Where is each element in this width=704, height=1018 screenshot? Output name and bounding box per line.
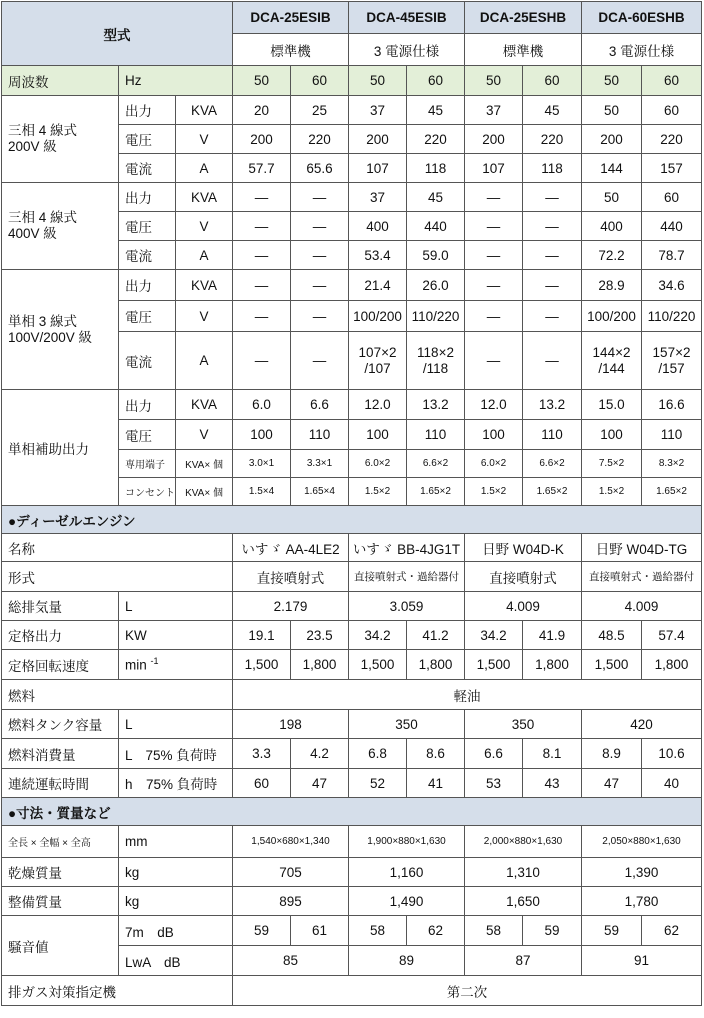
value-cell: 60 <box>233 769 291 798</box>
value-cell: 1,390 <box>582 858 702 887</box>
value-cell: 53.4 <box>349 241 407 270</box>
value-cell: 52 <box>349 769 407 798</box>
group-label-line: 三相 4 線式 <box>8 210 78 225</box>
group-label <box>2 183 119 270</box>
value-cell: 50 <box>582 96 642 125</box>
value-cell: 350 <box>349 710 465 739</box>
value-cell: 118 <box>523 154 582 183</box>
row-label: 電圧 <box>119 301 176 332</box>
row-label: 排ガス対策指定機 <box>2 976 233 1006</box>
value-cell: 34.2 <box>349 621 407 650</box>
value-cell: 1.65×2 <box>523 478 582 506</box>
row-unit: KVA <box>176 96 233 125</box>
row-unit: L <box>119 592 233 621</box>
value-line: — <box>254 352 269 368</box>
value-cell: 1,650 <box>465 887 582 916</box>
value-cell: 350 <box>465 710 582 739</box>
row-unit: KW <box>119 621 233 650</box>
unit-superscript: -1 <box>150 656 159 667</box>
model-type: 標準機 <box>465 34 582 66</box>
value-cell <box>642 332 702 390</box>
value-cell: 34.6 <box>642 270 702 301</box>
spec-table <box>1 1 702 1006</box>
row-unit: KVA <box>176 183 233 212</box>
value-cell: 198 <box>233 710 349 739</box>
row-label: 出力 <box>119 183 176 212</box>
value-cell: 1.65×2 <box>407 478 465 506</box>
value-cell: 8.3×2 <box>642 450 702 478</box>
value-cell: 400 <box>349 212 407 241</box>
value-cell: 4.2 <box>291 739 349 769</box>
row-unit <box>119 650 233 680</box>
value-cell: 2,050×880×1,630 <box>582 826 702 858</box>
value-cell: 58 <box>349 916 407 946</box>
row-unit: kg <box>119 887 233 916</box>
row-unit: KVA× 個 <box>176 450 233 478</box>
value-cell: — <box>523 301 582 332</box>
rated-speed-row <box>2 650 702 680</box>
value-cell: 50 <box>349 66 407 96</box>
value-cell: 6.6×2 <box>407 450 465 478</box>
section-title: ●寸法・質量など <box>2 798 702 826</box>
value-cell: 1,900×880×1,630 <box>349 826 465 858</box>
value-cell: 89 <box>349 946 465 976</box>
row-label: 形式 <box>2 562 233 592</box>
value-cell: 1,500 <box>465 650 523 680</box>
value-cell: 59 <box>233 916 291 946</box>
value-cell: 45 <box>407 96 465 125</box>
value-cell: 118 <box>407 154 465 183</box>
value-cell: 200 <box>582 125 642 154</box>
value-cell: 26.0 <box>407 270 465 301</box>
value-cell: 110 <box>407 420 465 450</box>
value-cell: 895 <box>233 887 349 916</box>
value-cell: 25 <box>291 96 349 125</box>
row-unit: KVA <box>176 270 233 301</box>
row-label: 乾燥質量 <box>2 858 119 887</box>
row-label: 燃料 <box>2 680 233 710</box>
value-cell: 13.2 <box>407 390 465 420</box>
value-cell <box>407 332 465 390</box>
value-cell: 1,800 <box>407 650 465 680</box>
value-cell: 50 <box>582 66 642 96</box>
value-cell: 20 <box>233 96 291 125</box>
model-name: DCA-25ESIB <box>233 2 349 34</box>
value-cell: 1,800 <box>523 650 582 680</box>
engine-name-row <box>2 534 702 562</box>
model-name: DCA-45ESIB <box>349 2 465 34</box>
value-cell: — <box>291 301 349 332</box>
row-unit: V <box>176 301 233 332</box>
three_phase_400-row <box>2 183 702 212</box>
value-cell: — <box>523 183 582 212</box>
model-label: 型式 <box>2 2 233 66</box>
value-cell: 3.3 <box>233 739 291 769</box>
value-cell: 2.179 <box>233 592 349 621</box>
value-cell: 8.1 <box>523 739 582 769</box>
value-cell: 100/200 <box>349 301 407 332</box>
single_phase_3-row <box>2 270 702 301</box>
row-label: 全長 × 全幅 × 全高 <box>2 826 119 858</box>
row-label: 電圧 <box>119 125 176 154</box>
rated-output-row <box>2 621 702 650</box>
value-cell: 87 <box>465 946 582 976</box>
row-unit: V <box>176 212 233 241</box>
engine-section-row <box>2 506 702 534</box>
unit-text: min <box>125 657 147 673</box>
value-cell: — <box>523 270 582 301</box>
value-cell: 6.6 <box>291 390 349 420</box>
value-cell: 400 <box>582 212 642 241</box>
row-unit: KVA× 個 <box>176 478 233 506</box>
spec-table-body <box>2 2 702 1006</box>
value-cell: — <box>523 241 582 270</box>
value-cell: 41.2 <box>407 621 465 650</box>
value-line: — <box>486 352 501 368</box>
value-cell: 60 <box>642 96 702 125</box>
value-cell: 28.9 <box>582 270 642 301</box>
value-cell: 72.2 <box>582 241 642 270</box>
value-cell: 60 <box>291 66 349 96</box>
value-cell: 1,500 <box>582 650 642 680</box>
value-cell: 110 <box>642 420 702 450</box>
value-cell: — <box>233 301 291 332</box>
row-label: 燃料タンク容量 <box>2 710 119 739</box>
value-cell: — <box>465 241 523 270</box>
value-cell: 60 <box>642 183 702 212</box>
value-cell: 8.6 <box>407 739 465 769</box>
value-cell: 第二次 <box>233 976 702 1006</box>
value-cell: 59 <box>523 916 582 946</box>
group-label-line: 200V 級 <box>8 139 57 154</box>
value-cell: 13.2 <box>523 390 582 420</box>
value-cell: いすゞ BB-4JG1T <box>349 534 465 562</box>
value-cell: 43 <box>523 769 582 798</box>
value-cell: 1.5×2 <box>582 478 642 506</box>
value-cell: いすゞ AA-4LE2 <box>233 534 349 562</box>
value-cell: 200 <box>465 125 523 154</box>
value-cell: 220 <box>291 125 349 154</box>
value-cell: 軽油 <box>233 680 702 710</box>
value-cell: 12.0 <box>349 390 407 420</box>
value-cell: 23.5 <box>291 621 349 650</box>
value-line: /157 <box>658 360 685 376</box>
value-cell: 100 <box>582 420 642 450</box>
value-cell: 1.5×2 <box>465 478 523 506</box>
value-cell: 41 <box>407 769 465 798</box>
value-cell: 48.5 <box>582 621 642 650</box>
value-line: 107×2 <box>358 344 397 360</box>
engine-type-row <box>2 562 702 592</box>
row-unit: A <box>176 241 233 270</box>
value-cell: 53 <box>465 769 523 798</box>
row-unit: KVA <box>176 390 233 420</box>
value-cell: 4.009 <box>582 592 702 621</box>
value-cell: 2,000×880×1,630 <box>465 826 582 858</box>
model-type: 3 電源仕様 <box>349 34 465 66</box>
value-cell: 3.059 <box>349 592 465 621</box>
value-cell: 705 <box>233 858 349 887</box>
row-label: 整備質量 <box>2 887 119 916</box>
value-cell: 1,780 <box>582 887 702 916</box>
displacement-row <box>2 592 702 621</box>
value-cell: 45 <box>407 183 465 212</box>
value-cell: 220 <box>407 125 465 154</box>
group-label-line: 400V 級 <box>8 226 57 241</box>
freq-unit: Hz <box>119 66 233 96</box>
value-cell: 1,500 <box>233 650 291 680</box>
value-cell: 62 <box>407 916 465 946</box>
noise-row <box>2 916 702 946</box>
value-cell: 37 <box>349 183 407 212</box>
value-cell: 200 <box>233 125 291 154</box>
value-cell: 65.6 <box>291 154 349 183</box>
group-label <box>2 270 119 390</box>
value-cell: — <box>291 270 349 301</box>
value-cell: 78.7 <box>642 241 702 270</box>
value-cell: 12.0 <box>465 390 523 420</box>
value-cell: 1,310 <box>465 858 582 887</box>
fuel-row <box>2 680 702 710</box>
row-label: 電圧 <box>119 420 176 450</box>
value-cell: 1.65×4 <box>291 478 349 506</box>
value-cell: 50 <box>233 66 291 96</box>
value-cell: 60 <box>642 66 702 96</box>
value-cell: 59.0 <box>407 241 465 270</box>
value-cell: 37 <box>349 96 407 125</box>
value-cell: 100/200 <box>582 301 642 332</box>
dims-section-row <box>2 798 702 826</box>
value-cell: 8.9 <box>582 739 642 769</box>
value-line: — <box>545 352 559 368</box>
row-unit: L <box>119 710 233 739</box>
value-cell: 157 <box>642 154 702 183</box>
value-cell: 110/220 <box>642 301 702 332</box>
row-label: 連続運転時間 <box>2 769 119 798</box>
row-label: 電流 <box>119 154 176 183</box>
value-cell: 57.7 <box>233 154 291 183</box>
value-line: /118 <box>422 360 449 376</box>
value-cell: 100 <box>349 420 407 450</box>
value-line: 144×2 <box>592 344 631 360</box>
row-unit: kg <box>119 858 233 887</box>
row-unit: 7m dB <box>119 916 233 946</box>
value-cell: 6.0×2 <box>349 450 407 478</box>
value-cell: 57.4 <box>642 621 702 650</box>
value-cell: 直接噴射式・過給器付 <box>582 562 702 592</box>
aux-row <box>2 390 702 420</box>
row-label: 騒音値 <box>2 916 119 976</box>
value-cell: 6.0 <box>233 390 291 420</box>
value-cell: 47 <box>582 769 642 798</box>
value-cell: 10.6 <box>642 739 702 769</box>
runtime-row <box>2 769 702 798</box>
model-name: DCA-60ESHB <box>582 2 702 34</box>
service-mass-row <box>2 887 702 916</box>
row-label: 定格回転速度 <box>2 650 119 680</box>
value-cell: 440 <box>407 212 465 241</box>
value-cell: 144 <box>582 154 642 183</box>
value-cell: 6.6 <box>465 739 523 769</box>
group-label <box>2 96 119 183</box>
row-unit: LwA dB <box>119 946 233 976</box>
value-cell: 85 <box>233 946 349 976</box>
value-cell: — <box>465 301 523 332</box>
value-cell: 34.2 <box>465 621 523 650</box>
value-cell: 60 <box>407 66 465 96</box>
value-line: /107 <box>364 360 391 376</box>
value-cell: 60 <box>523 66 582 96</box>
group-label-line: 三相 4 線式 <box>8 123 78 138</box>
value-cell: 1,160 <box>349 858 465 887</box>
value-cell: — <box>233 183 291 212</box>
value-line: — <box>312 352 327 368</box>
freq-row <box>2 66 702 96</box>
value-cell <box>291 332 349 390</box>
row-label: 名称 <box>2 534 233 562</box>
value-cell: 91 <box>582 946 702 976</box>
value-cell: 50 <box>582 183 642 212</box>
row-label: 出力 <box>119 390 176 420</box>
value-cell: 110 <box>523 420 582 450</box>
value-cell: 1,800 <box>642 650 702 680</box>
value-cell: 110 <box>291 420 349 450</box>
row-label: 総排気量 <box>2 592 119 621</box>
row-label: 電圧 <box>119 212 176 241</box>
row-unit: L 75% 負荷時 <box>119 739 233 769</box>
row-label: 出力 <box>119 270 176 301</box>
model-type: 3 電源仕様 <box>582 34 702 66</box>
value-cell: 420 <box>582 710 702 739</box>
value-cell: 6.8 <box>349 739 407 769</box>
value-cell <box>233 332 291 390</box>
value-line: 118×2 <box>417 344 454 360</box>
model-name: DCA-25ESHB <box>465 2 582 34</box>
header-model-row <box>2 2 702 34</box>
value-cell: 21.4 <box>349 270 407 301</box>
group-label: 単相補助出力 <box>2 390 119 506</box>
row-label: 電流 <box>119 332 176 390</box>
row-label: 電流 <box>119 241 176 270</box>
value-cell <box>582 332 642 390</box>
value-cell: — <box>523 212 582 241</box>
value-cell: 47 <box>291 769 349 798</box>
value-cell <box>523 332 582 390</box>
value-cell: 3.0×1 <box>233 450 291 478</box>
value-cell: 100 <box>465 420 523 450</box>
value-cell: 15.0 <box>582 390 642 420</box>
size-row <box>2 826 702 858</box>
value-cell: 107 <box>349 154 407 183</box>
value-cell: 1,490 <box>349 887 465 916</box>
group-label-line: 単相 3 線式 <box>8 313 78 329</box>
value-cell: — <box>233 241 291 270</box>
value-cell: 直接噴射式・過給器付 <box>349 562 465 592</box>
value-cell: 45 <box>523 96 582 125</box>
value-cell: 1,540×680×1,340 <box>233 826 349 858</box>
value-cell: 1.65×2 <box>642 478 702 506</box>
freq-label: 周波数 <box>2 66 119 96</box>
row-label: コンセント <box>119 478 176 506</box>
value-cell: 19.1 <box>233 621 291 650</box>
value-cell: — <box>465 270 523 301</box>
value-cell: 40 <box>642 769 702 798</box>
value-cell: 50 <box>465 66 523 96</box>
row-unit: A <box>176 154 233 183</box>
value-cell: 直接噴射式 <box>465 562 582 592</box>
value-cell: — <box>291 241 349 270</box>
value-cell <box>349 332 407 390</box>
value-cell: — <box>465 183 523 212</box>
value-cell: 1,800 <box>291 650 349 680</box>
value-cell: 7.5×2 <box>582 450 642 478</box>
value-cell: 200 <box>349 125 407 154</box>
value-cell: 220 <box>523 125 582 154</box>
row-label: 専用端子 <box>119 450 176 478</box>
value-cell: 59 <box>582 916 642 946</box>
row-unit: V <box>176 125 233 154</box>
value-cell: 107 <box>465 154 523 183</box>
value-cell: 日野 W04D-K <box>465 534 582 562</box>
value-cell <box>465 332 523 390</box>
value-cell: 220 <box>642 125 702 154</box>
row-label: 燃料消費量 <box>2 739 119 769</box>
value-cell: 日野 W04D-TG <box>582 534 702 562</box>
tank-row <box>2 710 702 739</box>
value-cell: 62 <box>642 916 702 946</box>
value-cell: 1.5×4 <box>233 478 291 506</box>
value-cell: 直接噴射式 <box>233 562 349 592</box>
value-cell: — <box>465 212 523 241</box>
value-cell: — <box>291 183 349 212</box>
emission-row <box>2 976 702 1006</box>
value-cell: 100 <box>233 420 291 450</box>
value-cell: 1.5×2 <box>349 478 407 506</box>
value-cell: 16.6 <box>642 390 702 420</box>
value-cell: 110/220 <box>407 301 465 332</box>
section-title: ●ディーゼルエンジン <box>2 506 702 534</box>
dry-mass-row <box>2 858 702 887</box>
value-cell: 6.0×2 <box>465 450 523 478</box>
value-cell: — <box>233 270 291 301</box>
value-line: /144 <box>598 360 625 376</box>
value-cell: 4.009 <box>465 592 582 621</box>
three_phase_200-row <box>2 96 702 125</box>
value-cell: 61 <box>291 916 349 946</box>
value-cell: 3.3×1 <box>291 450 349 478</box>
value-cell: 41.9 <box>523 621 582 650</box>
value-cell: 6.6×2 <box>523 450 582 478</box>
row-label: 定格出力 <box>2 621 119 650</box>
row-unit: h 75% 負荷時 <box>119 769 233 798</box>
model-type: 標準機 <box>233 34 349 66</box>
value-cell: 58 <box>465 916 523 946</box>
consumption-row <box>2 739 702 769</box>
value-line: 157×2 <box>652 344 691 360</box>
row-label: 出力 <box>119 96 176 125</box>
value-cell: 440 <box>642 212 702 241</box>
value-cell: 1,500 <box>349 650 407 680</box>
value-cell: — <box>233 212 291 241</box>
row-unit: A <box>176 332 233 390</box>
group-label-line: 100V/200V 級 <box>8 329 93 345</box>
row-unit: mm <box>119 826 233 858</box>
row-unit: V <box>176 420 233 450</box>
value-cell: 37 <box>465 96 523 125</box>
value-cell: — <box>291 212 349 241</box>
